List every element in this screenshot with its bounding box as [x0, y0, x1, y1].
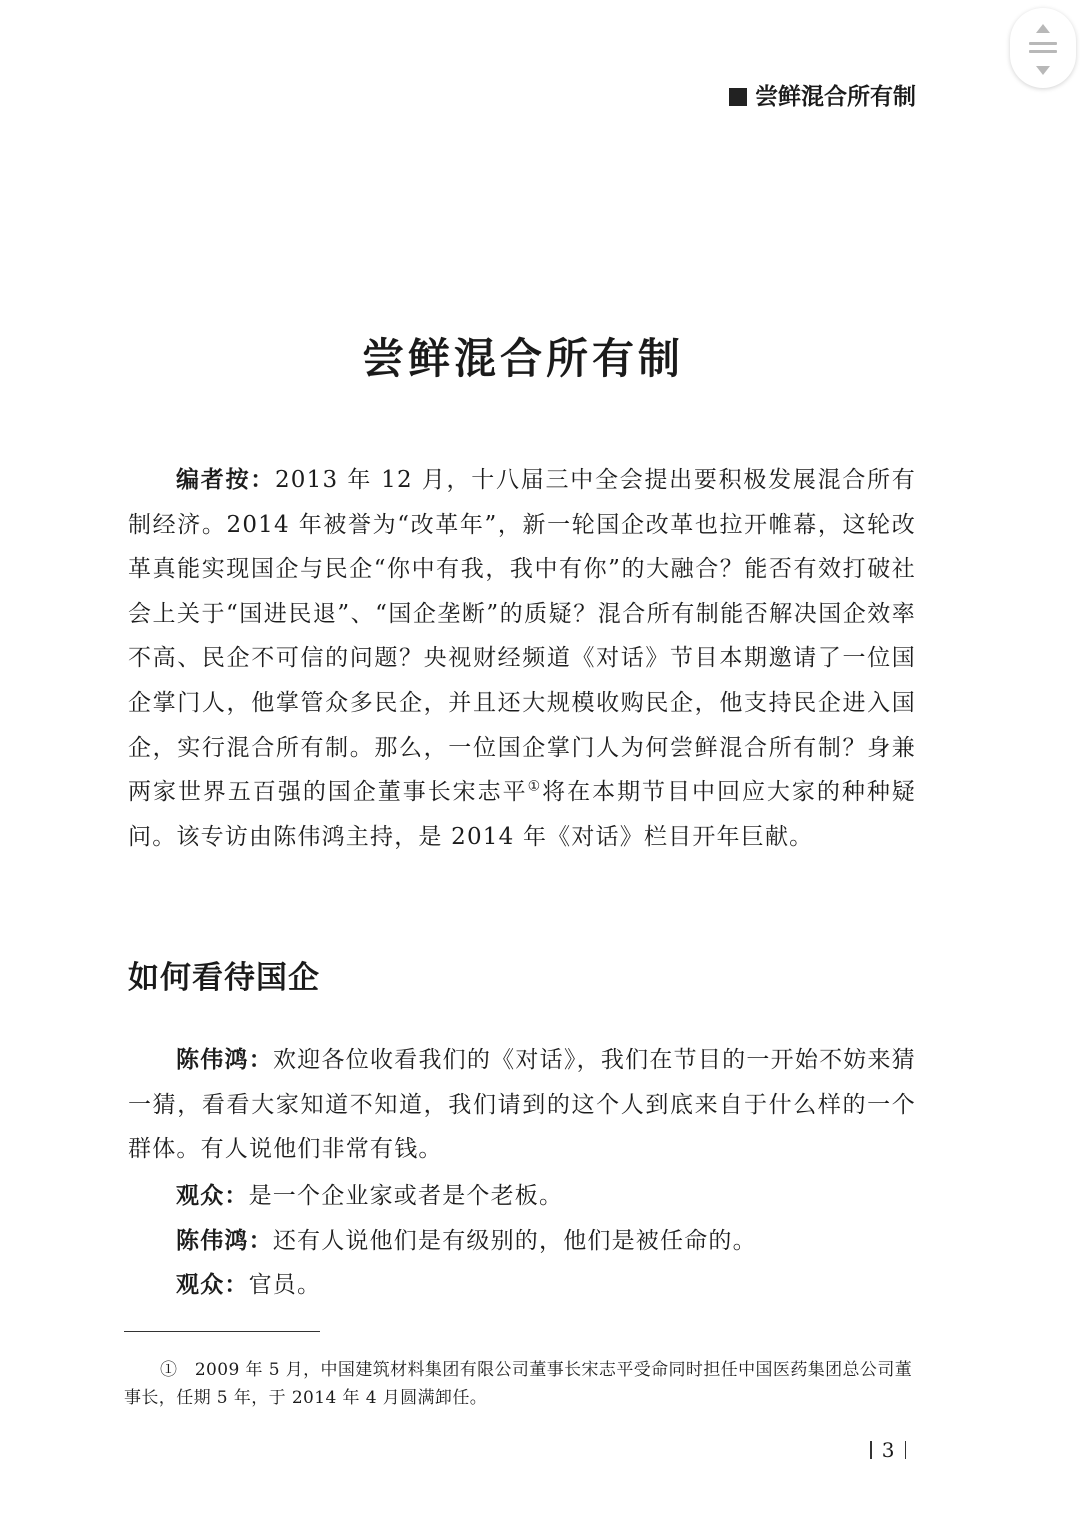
page-number	[850, 1438, 916, 1462]
menu-line-icon	[1029, 50, 1057, 53]
dialog-text: 欢迎各位收看我们的《对话》，我们在节目的一开始不妨来猜一猜，看看大家知道不知道，我们请到的这个人到底来自于什么样的一个群体。有人说他们非常有钱。	[128, 1047, 916, 1163]
dialog-text: 是一个企业家或者是个老板。	[248, 1183, 564, 1209]
dialog-line	[128, 1038, 916, 1172]
dialog-text: 官员。	[248, 1272, 322, 1298]
dialog-line	[128, 1219, 916, 1264]
editor-note-label: 编者按：	[176, 467, 275, 493]
editor-note	[128, 458, 916, 859]
divider-bar	[870, 1441, 872, 1459]
divider-bar	[905, 1441, 907, 1459]
editor-note-text: 2013 年 12 月，十八届三中全会提出要积极发展混合所有制经济。2014 年被誉为“改革年”，新一轮国企改革也拉开帷幕，这轮改革真能实现国企与民企“你中有我，我中有你”的大融合？能否有效打破社会上关于“国进民退”、“国企垄断”的质疑？混合所有制能否解决国企效率不高、民企不可信的问题？央视财经频道《对话》节目本期邀请了一位国企掌门人，他掌管众多民企，并且还大规模收购民企，他支持民企进入国企，实行混合所有制。那么，一位国企掌门人为何尝鲜混合所有制？身兼两家世界五百强的国企董事长宋志平	[128, 467, 916, 806]
speaker-name: 陈伟鸿：	[176, 1228, 273, 1254]
footnote	[124, 1356, 916, 1412]
scroll-menu-button[interactable]	[1010, 8, 1076, 88]
dialog-line	[128, 1263, 916, 1308]
running-head	[600, 78, 916, 111]
running-head-text: 尝鲜混合所有制	[755, 84, 916, 110]
dialog-line	[128, 1174, 916, 1219]
speaker-name: 观众：	[176, 1272, 249, 1298]
page-number-value: 3	[881, 1438, 895, 1462]
footnote-text: 2009 年 5 月，中国建筑材料集团有限公司董事长宋志平受命同时担任中国医药集团总公司董事长，任期 5 年，于 2014 年 4 月圆满卸任。	[124, 1360, 913, 1408]
dialog-text: 还有人说他们是有级别的，他们是被任命的。	[272, 1228, 757, 1254]
scroll-down-icon	[1036, 66, 1050, 75]
footnote-divider	[124, 1331, 320, 1332]
editor-note-text-continued: 将在本期节目中回应大家的种种疑问。该专访由陈伟鸿主持，是 2014 年《对话》栏目开年巨献。	[128, 779, 916, 850]
footnote-marker: ①	[160, 1360, 178, 1380]
menu-line-icon	[1029, 42, 1057, 45]
speaker-name: 陈伟鸿：	[176, 1047, 273, 1073]
chapter-title: 尝鲜混合所有制	[361, 334, 684, 383]
black-square-icon	[729, 88, 747, 106]
footnote-reference[interactable]: ①	[527, 778, 543, 795]
section-heading: 如何看待国企	[128, 960, 320, 996]
speaker-name: 观众：	[176, 1183, 249, 1209]
scroll-up-icon	[1036, 24, 1050, 33]
